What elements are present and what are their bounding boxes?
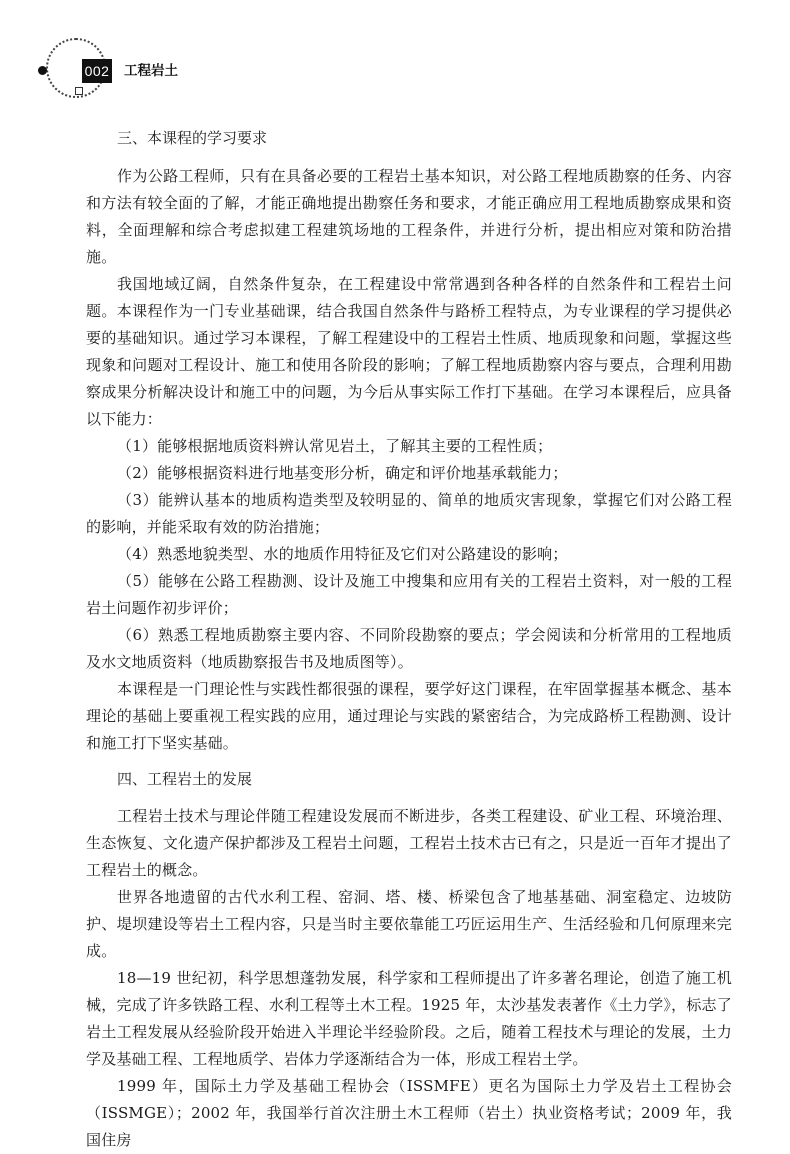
paragraph: 作为公路工程师，只有在具备必要的工程岩土基本知识，对公路工程地质勘察的任务、内容和方法有较全面的了解，才能正确地提出勘察任务和要求，才能正确应用工程地质勘察成果和资料，全面理解和综合考虑拟建工程建筑场地的工程条件，并进行分析，提出相应对策和防治措施。 [86,167,732,266]
paragraph: 世界各地遗留的古代水利工程、窑洞、塔、楼、桥梁包含了地基基础、洞室稳定、边坡防护、堤坝建设等岩土工程内容，只是当时主要依靠能工巧匠运用生产、生活经验和几何原理来完成。 [86,888,732,960]
ability-item: （4）熟悉地貌类型、水的地质作用特征及它们对公路建设的影响； [117,545,568,563]
ability-item: （1）能够根据地质资料辨认常见岩土，了解其主要的工程性质； [117,437,553,455]
ability-item: （5）能够在公路工程勘测、设计及施工中搜集和应用有关的工程岩土资料，对一般的工程岩土问题作初步评价； [86,572,732,617]
page-number: 002 [82,59,112,83]
paragraph: 本课程是一门理论性与实践性都很强的课程，要学好这门课程，在牢固掌握基本概念、基本理论的基础上要重视工程实践的应用，通过理论与实践的紧密结合，为完成路桥工程勘测、设计和施工打下坚实基础。 [86,680,732,752]
ability-item: （2）能够根据资料进行地基变形分析，确定和评价地基承载能力； [117,464,568,482]
header-bullet-icon [38,66,47,75]
section-title: 四、工程岩土的发展 [117,770,253,788]
running-title: 工程岩土 [124,63,178,79]
section-title: 三、本课程的学习要求 [117,129,268,147]
ability-item: （6）熟悉工程地质勘察主要内容、不同阶段勘察的要点；学会阅读和分析常用的工程地质及水文地质资料（地质勘察报告书及地质图等）。 [86,626,732,671]
paragraph: 1999 年，国际土力学及基础工程协会（ISSMFE）更名为国际土力学及岩土工程协会（ISSMGE）；2002 年，我国举行首次注册土木工程师（岩土）执业资格考试；2009 年，我国住房 [86,1077,732,1149]
paragraph: 18—19 世纪初，科学思想蓬勃发展，科学家和工程师提出了许多著名理论，创造了施工机械，完成了许多铁路工程、水利工程等土木工程。1925 年，太沙基发表著作《土力学》，标志了岩土工程发展从经验阶段开始进入半理论半经验阶段。之后，随着工程技术与理论的发展，土力学及基础工程、工程地质学、岩体力学逐渐结合为一体，形成工程岩土学。 [86,969,732,1068]
paragraph: 我国地域辽阔，自然条件复杂，在工程建设中常常遇到各种各样的自然条件和工程岩土问题。本课程作为一门专业基础课，结合我国自然条件与路桥工程特点，为专业课程的学习提供必要的基础知识。通过学习本课程，了解工程建设中的工程岩土性质、地质现象和问题，掌握这些现象和问题对工程设计、施工和使用各阶段的影响；了解工程地质勘察内容与要点，合理利用勘察成果分析解决设计和施工中的问题，为今后从事实际工作打下基础。在学习本课程后，应具备以下能力： [86,275,732,428]
section-learning-requirements [86,124,732,757]
section-development [86,765,732,1154]
ability-item: （3）能辨认基本的地质构造类型及较明显的、简单的地质灾害现象，掌握它们对公路工程的影响，并能采取有效的防治措施； [86,491,732,536]
paragraph: 工程岩土技术与理论伴随工程建设发展而不断进步，各类工程建设、矿业工程、环境治理、生态恢复、文化遗产保护都涉及工程岩土问题，工程岩土技术古已有之，只是近一百年才提出了工程岩土的概念。 [86,807,732,879]
header-square-icon [75,87,83,95]
page-body [86,124,732,1154]
